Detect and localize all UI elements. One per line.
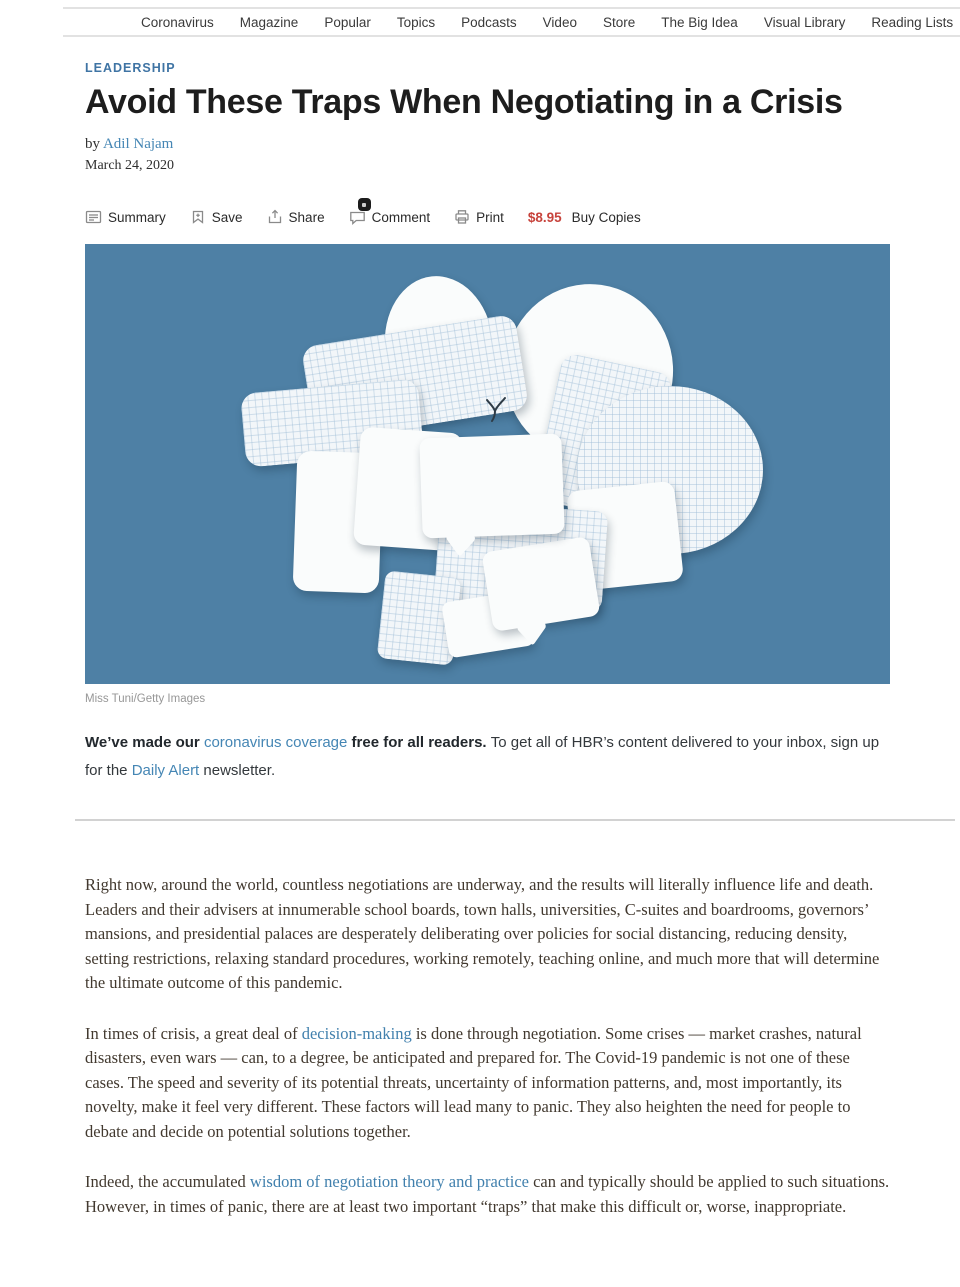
buy-copies-label: Buy Copies [571, 209, 641, 225]
share-button[interactable] [267, 209, 325, 225]
notice-bold-lead: We’ve made our [85, 734, 204, 751]
image-credit: Miss Tuni/Getty Images [85, 693, 206, 705]
notice-bold-mid: free for all readers. [347, 734, 491, 751]
byline [85, 136, 890, 153]
coronavirus-coverage-link[interactable]: coronavirus coverage [203, 734, 348, 751]
share-label: Share [288, 209, 325, 225]
save-button[interactable] [190, 209, 243, 225]
p2-text-pre: In times of crisis, a great deal of [85, 1023, 302, 1043]
summary-button[interactable] [85, 209, 166, 225]
summary-label: Summary [108, 209, 166, 225]
article-column [85, 61, 890, 1219]
paragraph-2 [85, 1022, 890, 1145]
save-label: Save [211, 209, 243, 225]
section-divider [75, 819, 955, 821]
print-button[interactable] [454, 209, 504, 225]
buy-copies-button[interactable] [528, 210, 641, 225]
author-link[interactable]: Adil Najam [102, 136, 174, 152]
hero-string-squiggle [479, 394, 513, 433]
hero-shape-speech-bubble-center [419, 434, 564, 539]
nav-item-coronavirus[interactable]: Coronavirus [141, 14, 214, 30]
nav-item-podcasts[interactable]: Podcasts [461, 14, 517, 30]
publish-date: March 24, 2020 [85, 158, 175, 173]
page-title: Avoid These Traps When Negotiating in a Crisis [85, 83, 843, 121]
notice-text-mid: To get all of HBR’s content delivered to your inbox, sign up for the [85, 734, 880, 779]
comment-icon [349, 209, 366, 225]
category-label[interactable]: LEADERSHIP [85, 61, 176, 75]
nav-item-visual-library[interactable]: Visual Library [763, 14, 846, 30]
daily-alert-link[interactable]: Daily Alert [131, 762, 200, 779]
negotiation-wisdom-link[interactable]: wisdom of negotiation theory and practice [249, 1172, 529, 1191]
nav-item-popular[interactable]: Popular [324, 14, 371, 30]
top-navigation [63, 7, 960, 37]
printer-icon [454, 209, 470, 225]
nav-item-reading-lists[interactable]: Reading Lists [871, 14, 954, 30]
nav-items [63, 15, 953, 30]
nav-item-the-big-idea[interactable]: The Big Idea [661, 14, 738, 30]
share-icon [267, 209, 283, 225]
decision-making-link[interactable]: decision-making [301, 1023, 412, 1043]
p2-text-post: is done through negotiation. Some crises — market crashes, natural disasters, even wars — can, to a degree, be anticipated and prepared for. The Covid-19 pandemic is not one of these cases. The speed and severity of its potential threats, uncertainty of information patterns, and, most importantly, its novelty, make it feel very different. These factors will lead many to panic. They also heighten the need for people to debate and decide on potential solutions together. [85, 1023, 862, 1141]
hero-shape-speech-bubble-bottom [481, 536, 600, 632]
nav-item-store[interactable]: Store [602, 14, 636, 30]
nav-item-magazine[interactable]: Magazine [239, 14, 299, 30]
nav-item-video[interactable]: Video [542, 14, 577, 30]
byline-prefix: by [85, 136, 103, 152]
bookmark-plus-icon [190, 209, 206, 225]
p3-text-post: can and typically should be applied to such situations. However, in times of panic, there are at least two important “traps” that make this difficult or, worse, inappropriate. [85, 1172, 890, 1216]
nav-item-topics[interactable]: Topics [396, 14, 436, 30]
hero-image [85, 244, 890, 684]
paragraph-3 [85, 1170, 890, 1219]
comment-label: Comment [371, 209, 431, 225]
notice-text-end: newsletter. [199, 762, 276, 779]
summary-icon [85, 209, 102, 225]
article-body [85, 873, 890, 1219]
comment-count-badge [358, 198, 371, 211]
price-label: $8.95 [527, 209, 562, 225]
coronavirus-notice [85, 729, 885, 785]
p3-text-pre: Indeed, the accumulated [85, 1172, 250, 1191]
paragraph-1: Right now, around the world, countless negotiations are underway, and the results will literally influence life and death. Leaders and their advisers at innumerable school boards, town halls, universities, C-suites and boardrooms, governors’ mansions, and presidential palaces are desperately deliberating over policies for social distancing, reducing density, setting restrictions, relaxing standard procedures, working remotely, teaching online, and much more that will determine the ultimate outcome of this pandemic. [85, 875, 880, 992]
print-label: Print [476, 209, 504, 225]
article-toolbar [85, 204, 890, 230]
comment-button[interactable] [349, 209, 431, 225]
